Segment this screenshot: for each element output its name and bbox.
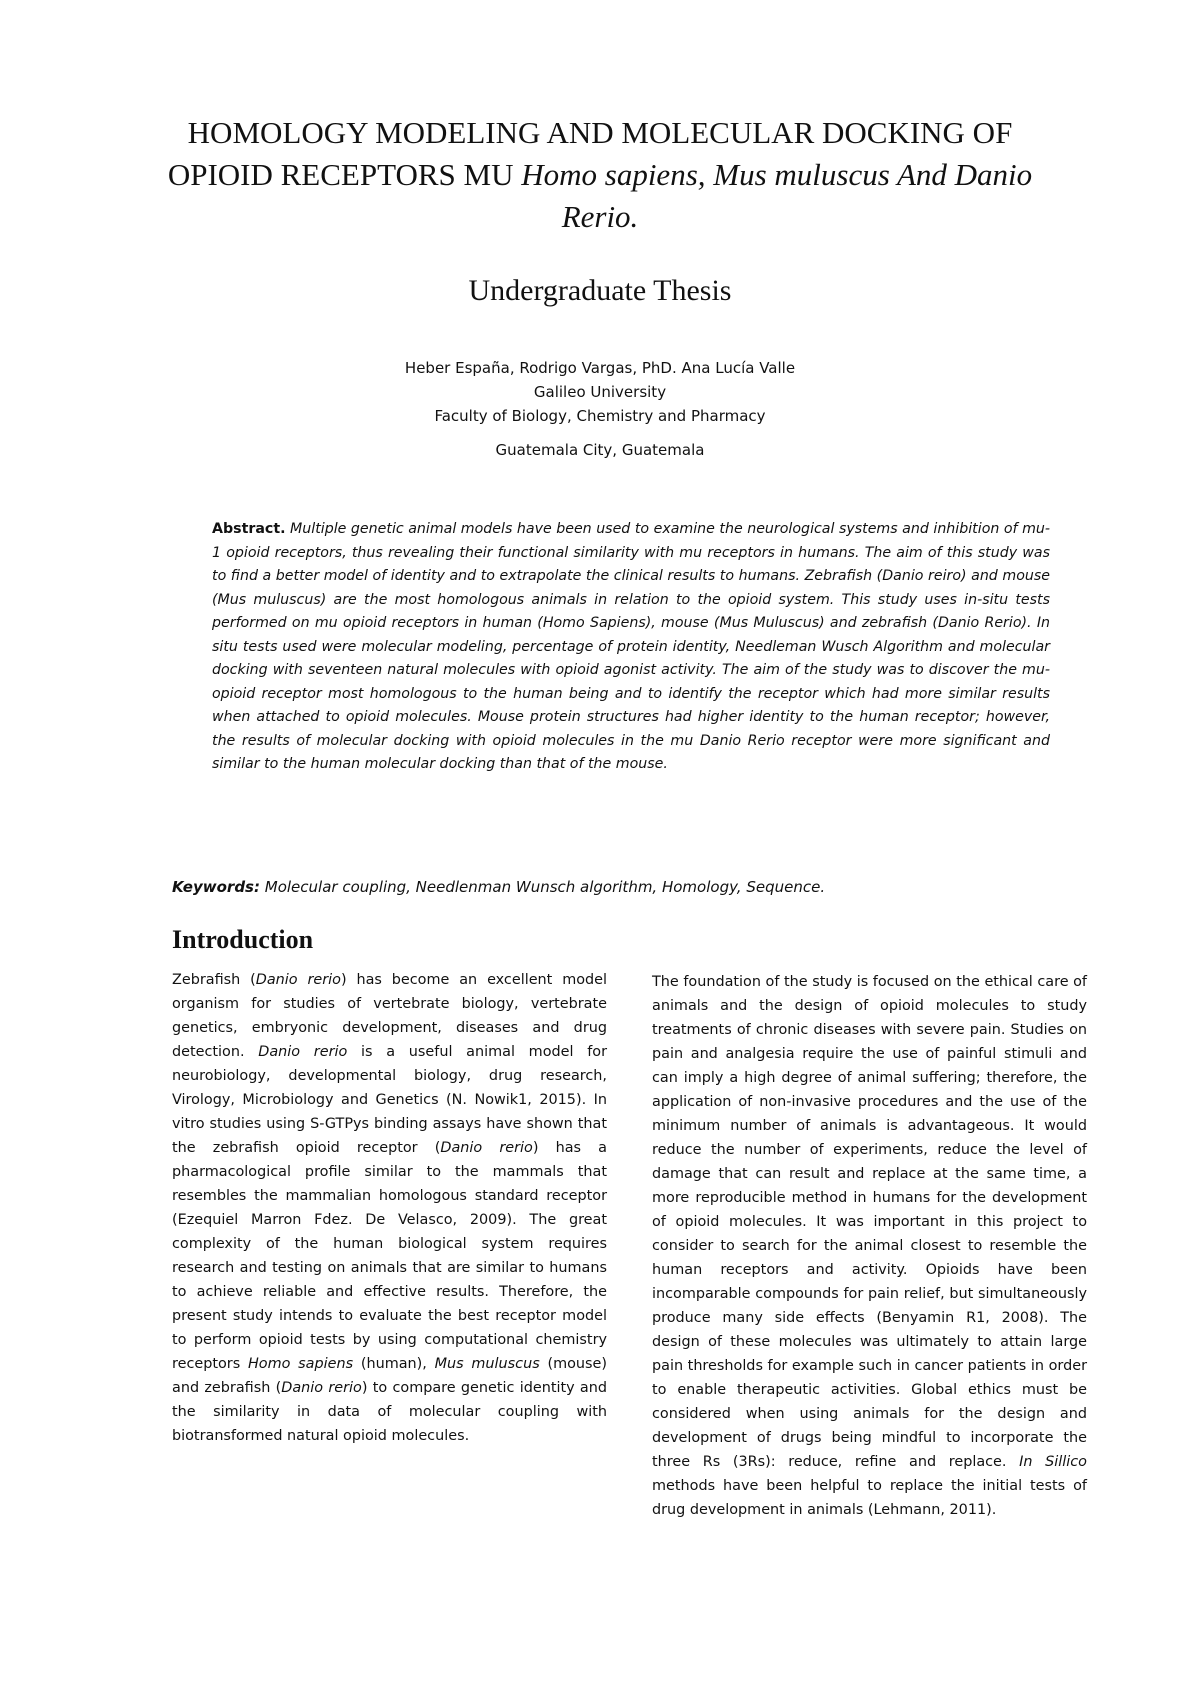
introduction-heading: Introduction (172, 925, 314, 954)
intro-left-text: (human), (353, 1356, 435, 1372)
author-block (0, 356, 1200, 428)
abstract (212, 518, 1050, 777)
intro-left-species: Danio rerio (281, 1380, 362, 1396)
intro-right-text: The foundation of the study is focused on the ethical care of animals and the design of opioid molecules to study treatments of chronic diseases with severe pain. Studies on pain and analgesia require the use of painful stimuli and can imply a high degree of animal suffering; therefore, the application of non-invasive procedures and the use of the minimum number of animals is advantageous. It would reduce the number of experiments, reduce the level of damage that can result and replace at the same time, a more reproducible method in humans for the development of opioid molecules. It was important in this project to consider to search for the animal closest to resemble the human receptors and activity. Opioids have been incomparable compounds for pain relief, but simultaneously produce many side effects (Benyamin R1, 2008). The design of these molecules was ultimately to attain large pain thresholds for example such in cancer patients in order to enable therapeutic activities. Global ethics must be considered when using animals for the design and development of drugs being mindful to incorporate the three Rs (3Rs): reduce, refine and replace. (652, 974, 1087, 1470)
intro-left-text: (mouse) and zebrafish ( (172, 1356, 607, 1396)
intro-left-text: is a useful animal model for neurobiology, developmental biology, drug research, Virology, Microbiology and Genetics (N. Nowik1, 2015). In vitro studies using S-GTPys binding assays have shown that the zebrafish opioid receptor ( (172, 1044, 607, 1156)
intro-left-species: Homo sapiens (247, 1356, 354, 1372)
intro-right-term: In Sillico (1019, 1454, 1087, 1470)
intro-left-text: ) has a pharmacological profile similar to the mammals that resembles the mammalian homologous standard receptor (Ezequiel Marron Fdez. De Velasco, 2009). The great complexity of the human biological system requires research and testing on animals that are similar to humans to achieve reliable and effective results. Therefore, the present study intends to evaluate the best receptor model to perform opioid tests by using computational chemistry receptors (172, 1140, 607, 1372)
paper-title (140, 112, 1060, 238)
intro-left-text: ) has become an excellent model organism for studies of vertebrate biology, vertebrate genetics, embryonic development, diseases and drug detection. (172, 972, 607, 1060)
introduction-left-column (172, 968, 607, 1448)
intro-left-species: Mus muluscus (434, 1356, 540, 1372)
keywords-label: Keywords: (172, 878, 260, 896)
author-university: Galileo University (533, 383, 667, 401)
introduction-right-column (652, 970, 1087, 1522)
title-line-2-prefix: OPIOID RECEPTORS MU (167, 157, 522, 192)
intro-left-species: Danio rerio (258, 1044, 348, 1060)
author-faculty: Faculty of Biology, Chemistry and Pharmacy (434, 407, 766, 425)
paper-subtitle: Undergraduate Thesis (468, 274, 732, 307)
abstract-text: Multiple genetic animal models have been used to examine the neurological systems and inhibition of mu-1 opioid receptors, thus revealing their functional similarity with mu receptors in humans. The aim of this study was to find a better model of identity and to extrapolate the clinical results to humans. Zebrafish (Danio reiro) and mouse (Mus muluscus) are the most homologous animals in relation to the opioid system. This study uses in-situ tests performed on mu opioid receptors in human (Homo Sapiens), mouse (Mus Muluscus) and zebrafish (Danio Rerio). In situ tests used were molecular modeling, percentage of protein identity, Needleman Wusch Algorithm and molecular docking with seventeen natural molecules with opioid agonist activity. The aim of the study was to discover the mu-opioid receptor most homologous to the human being and to identify the receptor which had more similar results when attached to opioid molecules. Mouse protein structures had higher identity to the human receptor; however, the results of molecular docking with opioid molecules in the mu Danio Rerio receptor were more significant and similar to the human molecular docking than that of the mouse. (212, 521, 1051, 772)
keywords-text: Molecular coupling, Needlenman Wunsch algorithm, Homology, Sequence. (264, 878, 826, 896)
title-line-1: HOMOLOGY MODELING AND MOLECULAR DOCKING OF (187, 115, 1013, 150)
title-line-2-species: Homo sapiens, Mus muluscus And Danio (521, 157, 1033, 192)
keywords (172, 878, 1072, 896)
intro-left-text: ) to compare genetic identity and the similarity in data of molecular coupling with biotransformed natural opioid molecules. (172, 1380, 607, 1444)
author-names: Heber España, Rodrigo Vargas, PhD. Ana Lucía Valle (404, 359, 796, 377)
intro-left-species: Danio rerio (255, 972, 341, 988)
intro-left-species: Danio rerio (440, 1140, 533, 1156)
intro-right-text: methods have been helpful to replace the initial tests of drug development in animals (Lehmann, 2011). (652, 1478, 1087, 1518)
intro-left-text: Zebrafish ( (172, 972, 256, 988)
abstract-label: Abstract. (212, 521, 286, 537)
title-line-3-species: Rerio. (561, 199, 639, 234)
author-city: Guatemala City, Guatemala (495, 441, 705, 459)
